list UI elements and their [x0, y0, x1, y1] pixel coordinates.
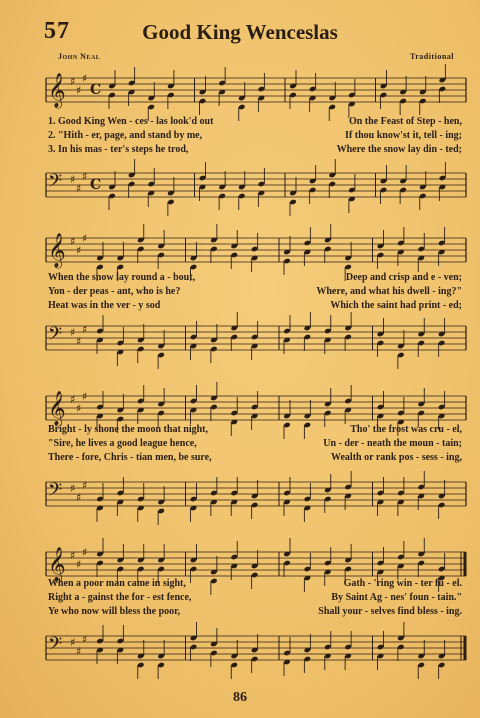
sharp-icon: ♯ [70, 173, 76, 186]
lyric-line [48, 592, 462, 603]
treble-clef-icon: 𝄞 [48, 73, 66, 108]
lyric-phrase: If thou know'st it, tell - ing; [345, 130, 462, 141]
lyric-phrase: Un - der - neath the moun - tain; [323, 438, 462, 449]
lyric-phrase: Shall your - selves find bless - ing. [318, 606, 462, 617]
page-number: 86 [233, 690, 247, 705]
lyric-line [48, 144, 462, 155]
sharp-icon: ♯ [70, 75, 76, 88]
lyric-phrase: Wealth or rank pos - sess - ing, [331, 452, 462, 463]
lyric-phrase: Where, and what his dwell - ing?" [316, 286, 462, 297]
lyric-phrase: By Saint Ag - nes' foun - tain." [331, 592, 462, 603]
sharp-icon: ♯ [76, 182, 82, 195]
lyric-phrase: Heat was in the ver - y sod [48, 300, 161, 311]
sharp-icon: ♯ [70, 393, 76, 406]
sharp-icon: ♯ [76, 558, 82, 571]
sharp-icon: ♯ [70, 549, 76, 562]
treble-clef-icon: 𝄞 [48, 547, 66, 582]
lyric-line [48, 438, 462, 449]
bass-clef-icon: 𝄢 [48, 324, 63, 349]
sharp-icon: ♯ [76, 335, 82, 348]
hymn-title: Good King Wenceslas [142, 20, 338, 44]
lyric-phrase: Bright - ly shone the moon that night, [48, 424, 209, 435]
sharp-icon: ♯ [82, 170, 88, 183]
sharp-icon: ♯ [82, 479, 88, 492]
lyric-line [48, 116, 462, 127]
treble-staff-1 [0, 70, 480, 120]
source-credit: Traditional [409, 52, 454, 61]
sharp-icon: ♯ [76, 84, 82, 97]
sharp-icon: ♯ [70, 636, 76, 649]
lyric-phrase: On the Feast of Step - hen, [348, 116, 462, 127]
treble-clef-icon: 𝄞 [48, 233, 66, 268]
lyric-line [48, 606, 462, 617]
sharp-icon: ♯ [82, 323, 88, 336]
hymn-number: 57 [44, 18, 70, 44]
lyric-phrase: 3. In his mas - ter's steps he trod, [48, 144, 189, 155]
sharp-icon: ♯ [82, 72, 88, 85]
bass-clef-icon: 𝄢 [48, 634, 63, 659]
lyric-line [48, 578, 462, 589]
sharp-icon: ♯ [82, 232, 88, 245]
sharp-icon: ♯ [76, 402, 82, 415]
sharp-icon: ♯ [70, 326, 76, 339]
lyric-phrase: 2. "Hith - er, page, and stand by me, [48, 130, 203, 141]
lyric-phrase: "Sire, he lives a good league hence, [48, 438, 197, 449]
lyric-phrase: Ye who now will bless the poor, [48, 606, 181, 617]
lyric-line [48, 452, 462, 463]
lyric-phrase: Where the snow lay din - ted; [336, 144, 462, 155]
sharp-icon: ♯ [82, 390, 88, 403]
lyric-line [48, 300, 462, 311]
lyric-phrase: Deep and crisp and e - ven; [345, 272, 462, 283]
lyric-phrase: Which the saint had print - ed; [330, 300, 462, 311]
lyric-phrase: Gath - 'ring win - ter fu - el. [343, 578, 462, 589]
bass-clef-icon: 𝄢 [48, 480, 63, 505]
lyric-phrase: There - fore, Chris - tian men, be sure, [48, 452, 212, 463]
lyric-phrase: When a poor man came in sight, [48, 578, 186, 589]
sharp-icon: ♯ [76, 645, 82, 658]
sharp-icon: ♯ [70, 482, 76, 495]
lyric-phrase: Right a - gainst the for - est fence, [48, 592, 192, 603]
bass-clef-icon: 𝄢 [48, 171, 63, 196]
bass-staff-1 [0, 165, 480, 215]
sharp-icon: ♯ [76, 491, 82, 504]
bass-staff-4 [0, 628, 480, 678]
treble-clef-icon: 𝄞 [48, 391, 66, 426]
common-time-icon: C [90, 177, 102, 193]
lyric-phrase: Tho' the frost was cru - el, [350, 424, 462, 435]
bass-staff-3 [0, 474, 480, 524]
lyric-line [48, 272, 462, 283]
composer-credit: John Neal [58, 52, 101, 61]
lyric-phrase: Yon - der peas - ant, who is he? [48, 286, 181, 297]
sharp-icon: ♯ [82, 546, 88, 559]
common-time-icon: C [90, 82, 102, 98]
sharp-icon: ♯ [76, 244, 82, 257]
lyric-line [48, 424, 462, 435]
lyric-phrase: 1. Good King Wen - ces - las look'd out [48, 116, 214, 127]
sharp-icon: ♯ [82, 633, 88, 646]
bass-staff-2 [0, 318, 480, 368]
lyric-line [48, 286, 462, 297]
lyric-line [48, 130, 462, 141]
sharp-icon: ♯ [70, 235, 76, 248]
lyric-phrase: When the snow lay round a - bout, [48, 272, 196, 283]
